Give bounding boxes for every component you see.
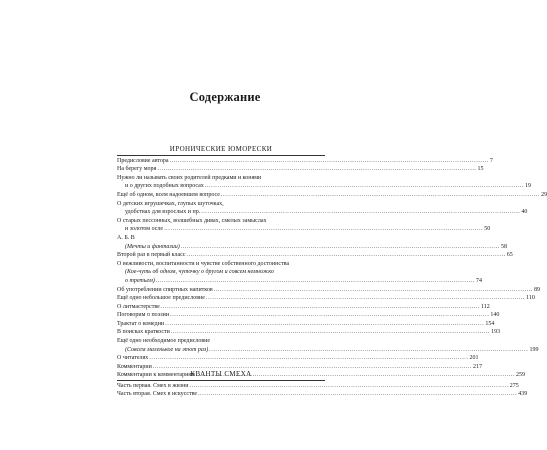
section-rule <box>117 380 325 381</box>
toc-page-number: 15 <box>477 166 484 173</box>
toc-entry <box>117 208 528 217</box>
toc-entry <box>117 320 495 329</box>
toc-entry <box>117 277 483 286</box>
toc-page-number: 259 <box>516 372 526 379</box>
leader-dots <box>201 208 520 217</box>
toc-page-number: 217 <box>473 363 483 370</box>
leader-dots <box>181 243 500 252</box>
toc-page-number: 275 <box>509 382 519 389</box>
toc-entry-title: удобствах для взрослых и пр. <box>125 209 201 216</box>
toc-page-number: 199 <box>529 346 539 353</box>
toc-entry-title: Поговорим о поэзии <box>117 312 170 319</box>
leader-dots <box>170 157 489 166</box>
leader-dots <box>170 311 489 320</box>
toc-entry-line: Ещё одно необходимое предисловие <box>117 338 211 345</box>
toc-entry-title: Ещё одно небольшое предисловие <box>117 295 205 302</box>
toc-entry <box>117 157 493 166</box>
page-title: Содержание <box>189 90 261 104</box>
toc-entry-title: О читателях <box>117 355 149 362</box>
toc-entry <box>117 328 501 337</box>
leader-dots <box>209 346 528 355</box>
toc-entry <box>117 311 500 320</box>
toc-entry-title: Второй раз в первый класс <box>117 252 186 259</box>
toc-entry-title: Ещё об одном, всем надоевшем вопросе <box>117 191 220 198</box>
toc-entry-title: Часть первая. Смех в жизни <box>117 382 189 389</box>
toc-entry-title: Комментарии к комментариям <box>117 372 195 379</box>
toc-entry <box>117 165 484 174</box>
toc-page-number: 201 <box>469 355 479 362</box>
leader-dots <box>165 320 484 329</box>
toc-page-number: 29 <box>541 191 547 198</box>
toc-entry-title: О литмастерстве <box>117 303 160 310</box>
toc-entry-title: Комментарии <box>117 363 152 370</box>
toc-page-number: 50 <box>484 226 491 233</box>
toc-page-number: 19 <box>525 183 531 190</box>
leader-dots <box>214 286 533 295</box>
toc-entry-title: В поисках краткости <box>117 329 170 336</box>
leader-dots <box>221 191 540 200</box>
toc-entry <box>117 346 539 355</box>
toc-entry <box>117 294 535 303</box>
toc-page-number: 140 <box>490 312 500 319</box>
leader-dots <box>186 251 505 260</box>
toc-page-number: 58 <box>500 243 507 250</box>
toc-entry-title: (Совсем маленькое на этот раз) <box>125 346 209 353</box>
toc-page-number: 40 <box>521 209 528 216</box>
toc-entry-line: А. Б. В <box>117 234 135 241</box>
toc-page-number: 89 <box>533 286 540 293</box>
toc-entry <box>117 182 531 191</box>
toc-entry <box>117 225 491 234</box>
toc-page-number: 65 <box>506 252 513 259</box>
leader-dots <box>149 354 468 363</box>
leader-dots <box>161 303 480 312</box>
toc-entry-title: На берегу моря <box>117 166 157 173</box>
toc-entry <box>117 354 479 363</box>
toc-page-number: 439 <box>518 391 528 398</box>
leader-dots <box>190 382 509 391</box>
leader-dots <box>171 328 490 337</box>
toc-page-number: 154 <box>485 320 495 327</box>
leader-dots <box>206 294 525 303</box>
leader-dots <box>156 277 475 286</box>
toc-entry <box>117 286 540 295</box>
toc-section-humoresques <box>117 145 547 380</box>
section-heading: ИРОНИЧЕСКИЕ ЮМОРЕСКИ <box>169 145 273 153</box>
toc-entry-title: Об употреблении спиртных напитков <box>117 286 213 293</box>
toc-entry <box>117 390 528 399</box>
toc-entry-title: Предисловие автора <box>117 157 169 164</box>
toc-entry-title: Часть вторая. Смех в искусстве <box>117 391 198 398</box>
leader-dots <box>198 390 517 399</box>
toc-entry <box>117 191 547 200</box>
leader-dots <box>164 225 483 234</box>
leader-dots <box>205 182 524 191</box>
toc-entry-title: и золотом осле <box>125 226 164 233</box>
toc-entry-line: О детских игрушечках, глупых шуточках, <box>117 200 224 207</box>
toc-entry-line: Нужно ли называть своих родителей предками и конями <box>117 174 262 181</box>
toc-entry-line: О старых пессонных, волшебных дивах, смелых замыслах <box>117 217 267 224</box>
toc-entry <box>117 251 513 260</box>
toc-entry-title: о третьем) <box>125 277 155 284</box>
toc-entry-line: (Кое-чуть об одном, чуточку о другом и совсем немножко <box>125 269 274 276</box>
toc-entry <box>117 382 519 391</box>
toc-entry <box>117 303 490 312</box>
toc-page-number: 193 <box>491 329 501 336</box>
toc-entry <box>117 243 507 252</box>
section-heading: КВАНТЫ СМЕХА <box>190 370 252 378</box>
toc-page-number: 112 <box>480 303 490 310</box>
toc-entry-title: (Мечты и фантазии) <box>125 243 180 250</box>
toc-entry-title: и о других подобных вопросах <box>125 183 204 190</box>
toc-page-number: 74 <box>476 277 483 284</box>
leader-dots <box>157 165 476 174</box>
toc-entry-title: Трактат о комедии <box>117 320 165 327</box>
toc-page-number: 7 <box>489 157 493 164</box>
section-rule <box>117 155 325 156</box>
toc-page-number: 110 <box>526 295 535 302</box>
toc-entry-line: О вежливости, воспитанности и чувстве собственного достоинства <box>117 260 290 267</box>
